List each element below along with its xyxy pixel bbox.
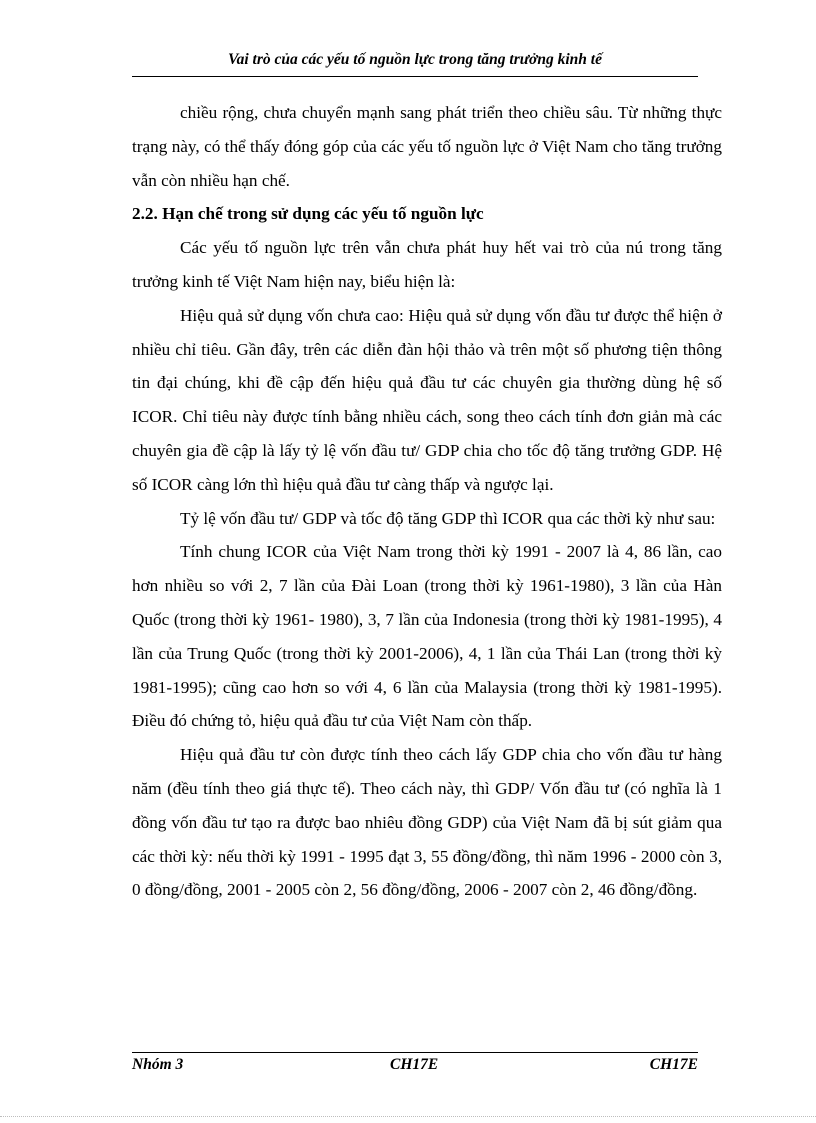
footer-group-name: Nhóm 3 (132, 1056, 184, 1073)
paragraph-icor-comparison: Tính chung ICOR của Việt Nam trong thời kỳ 1991 - 2007 là 4, 86 lần, cao hơn nhiều so với 2, 7 lần của Đài Loan (trong thời kỳ 1961-1980), 3 lần của Hàn Quốc (trong thời kỳ 1961- 1980), 3, 7 lần của Indonesia (trong thời kỳ 1981-1995), 4 lần của Trung Quốc (trong thời kỳ 2001-2006), 4, 1 lần của Thái Lan (trong thời kỳ 1981-1995); cũng cao hơn so với 4, 6 lần của Malaysia (trong thời kỳ 1981-1995). Điều đó chứng tỏ, hiệu quả đầu tư của Việt Nam còn thấp. (132, 542, 722, 731)
page-break-line (0, 1116, 816, 1117)
running-header: Vai trò của các yếu tố nguồn lực trong tăng trưởng kinh tế (228, 51, 602, 68)
paragraph-capital-efficiency: Hiệu quả sử dụng vốn chưa cao: Hiệu quả sử dụng vốn đầu tư được thể hiện ở nhiều chỉ tiêu. Gần đây, trên các diễn đàn hội thảo và trên một số phương tiện thông tin đại chúng, khi đề cập đến hiệu quả đầu tư các chuyên gia thường dùng hệ số ICOR. Chỉ tiêu này được tính bằng nhiều cách, song theo cách tính đơn giản mà các chuyên gia đề cập là lấy tỷ lệ vốn đầu tư/ GDP chia cho tốc độ tăng trưởng GDP. Hệ số ICOR càng lớn thì hiệu quả đầu tư càng thấp và ngược lại. (132, 305, 722, 494)
page-body (132, 96, 722, 907)
paragraph-intro: Các yếu tố nguồn lực trên vẫn chưa phát huy hết vai trò của nú trong tăng trưởng kinh tế Việt Nam hiện nay, biểu hiện là: (132, 238, 722, 291)
paragraph-continuation: chiều rộng, chưa chuyển mạnh sang phát triển theo chiều sâu. Từ những thực trạng này, có thể thấy đóng góp của các yếu tố nguồn lực ở Việt Nam cho tăng trưởng vẫn còn nhiều hạn chế. (132, 103, 722, 190)
header-divider (132, 76, 698, 77)
paragraph-gdp-per-investment: Hiệu quả đầu tư còn được tính theo cách lấy GDP chia cho vốn đầu tư hàng năm (đều tính theo giá thực tế). Theo cách này, thì GDP/ Vốn đầu tư (có nghĩa là 1 đồng vốn đầu tư tạo ra được bao nhiêu đồng GDP) của Việt Nam đã bị sút giảm qua các thời kỳ: nếu thời kỳ 1991 - 1995 đạt 3, 55 đồng/đồng, thì năm 1996 - 2000 còn 3, 0 đồng/đồng, 2001 - 2005 còn 2, 56 đồng/đồng, 2006 - 2007 còn 2, 46 đồng/đồng. (132, 745, 722, 900)
section-heading: 2.2. Hạn chế trong sử dụng các yếu tố nguồn lực (132, 204, 484, 224)
footer-class-code-right: CH17E (649, 1056, 698, 1073)
paragraph-icor-ratio: Tỷ lệ vốn đầu tư/ GDP và tốc độ tăng GDP thì ICOR qua các thời kỳ như sau: (180, 508, 716, 528)
footer-class-code-center: CH17E (390, 1056, 439, 1073)
footer-divider (132, 1052, 698, 1053)
